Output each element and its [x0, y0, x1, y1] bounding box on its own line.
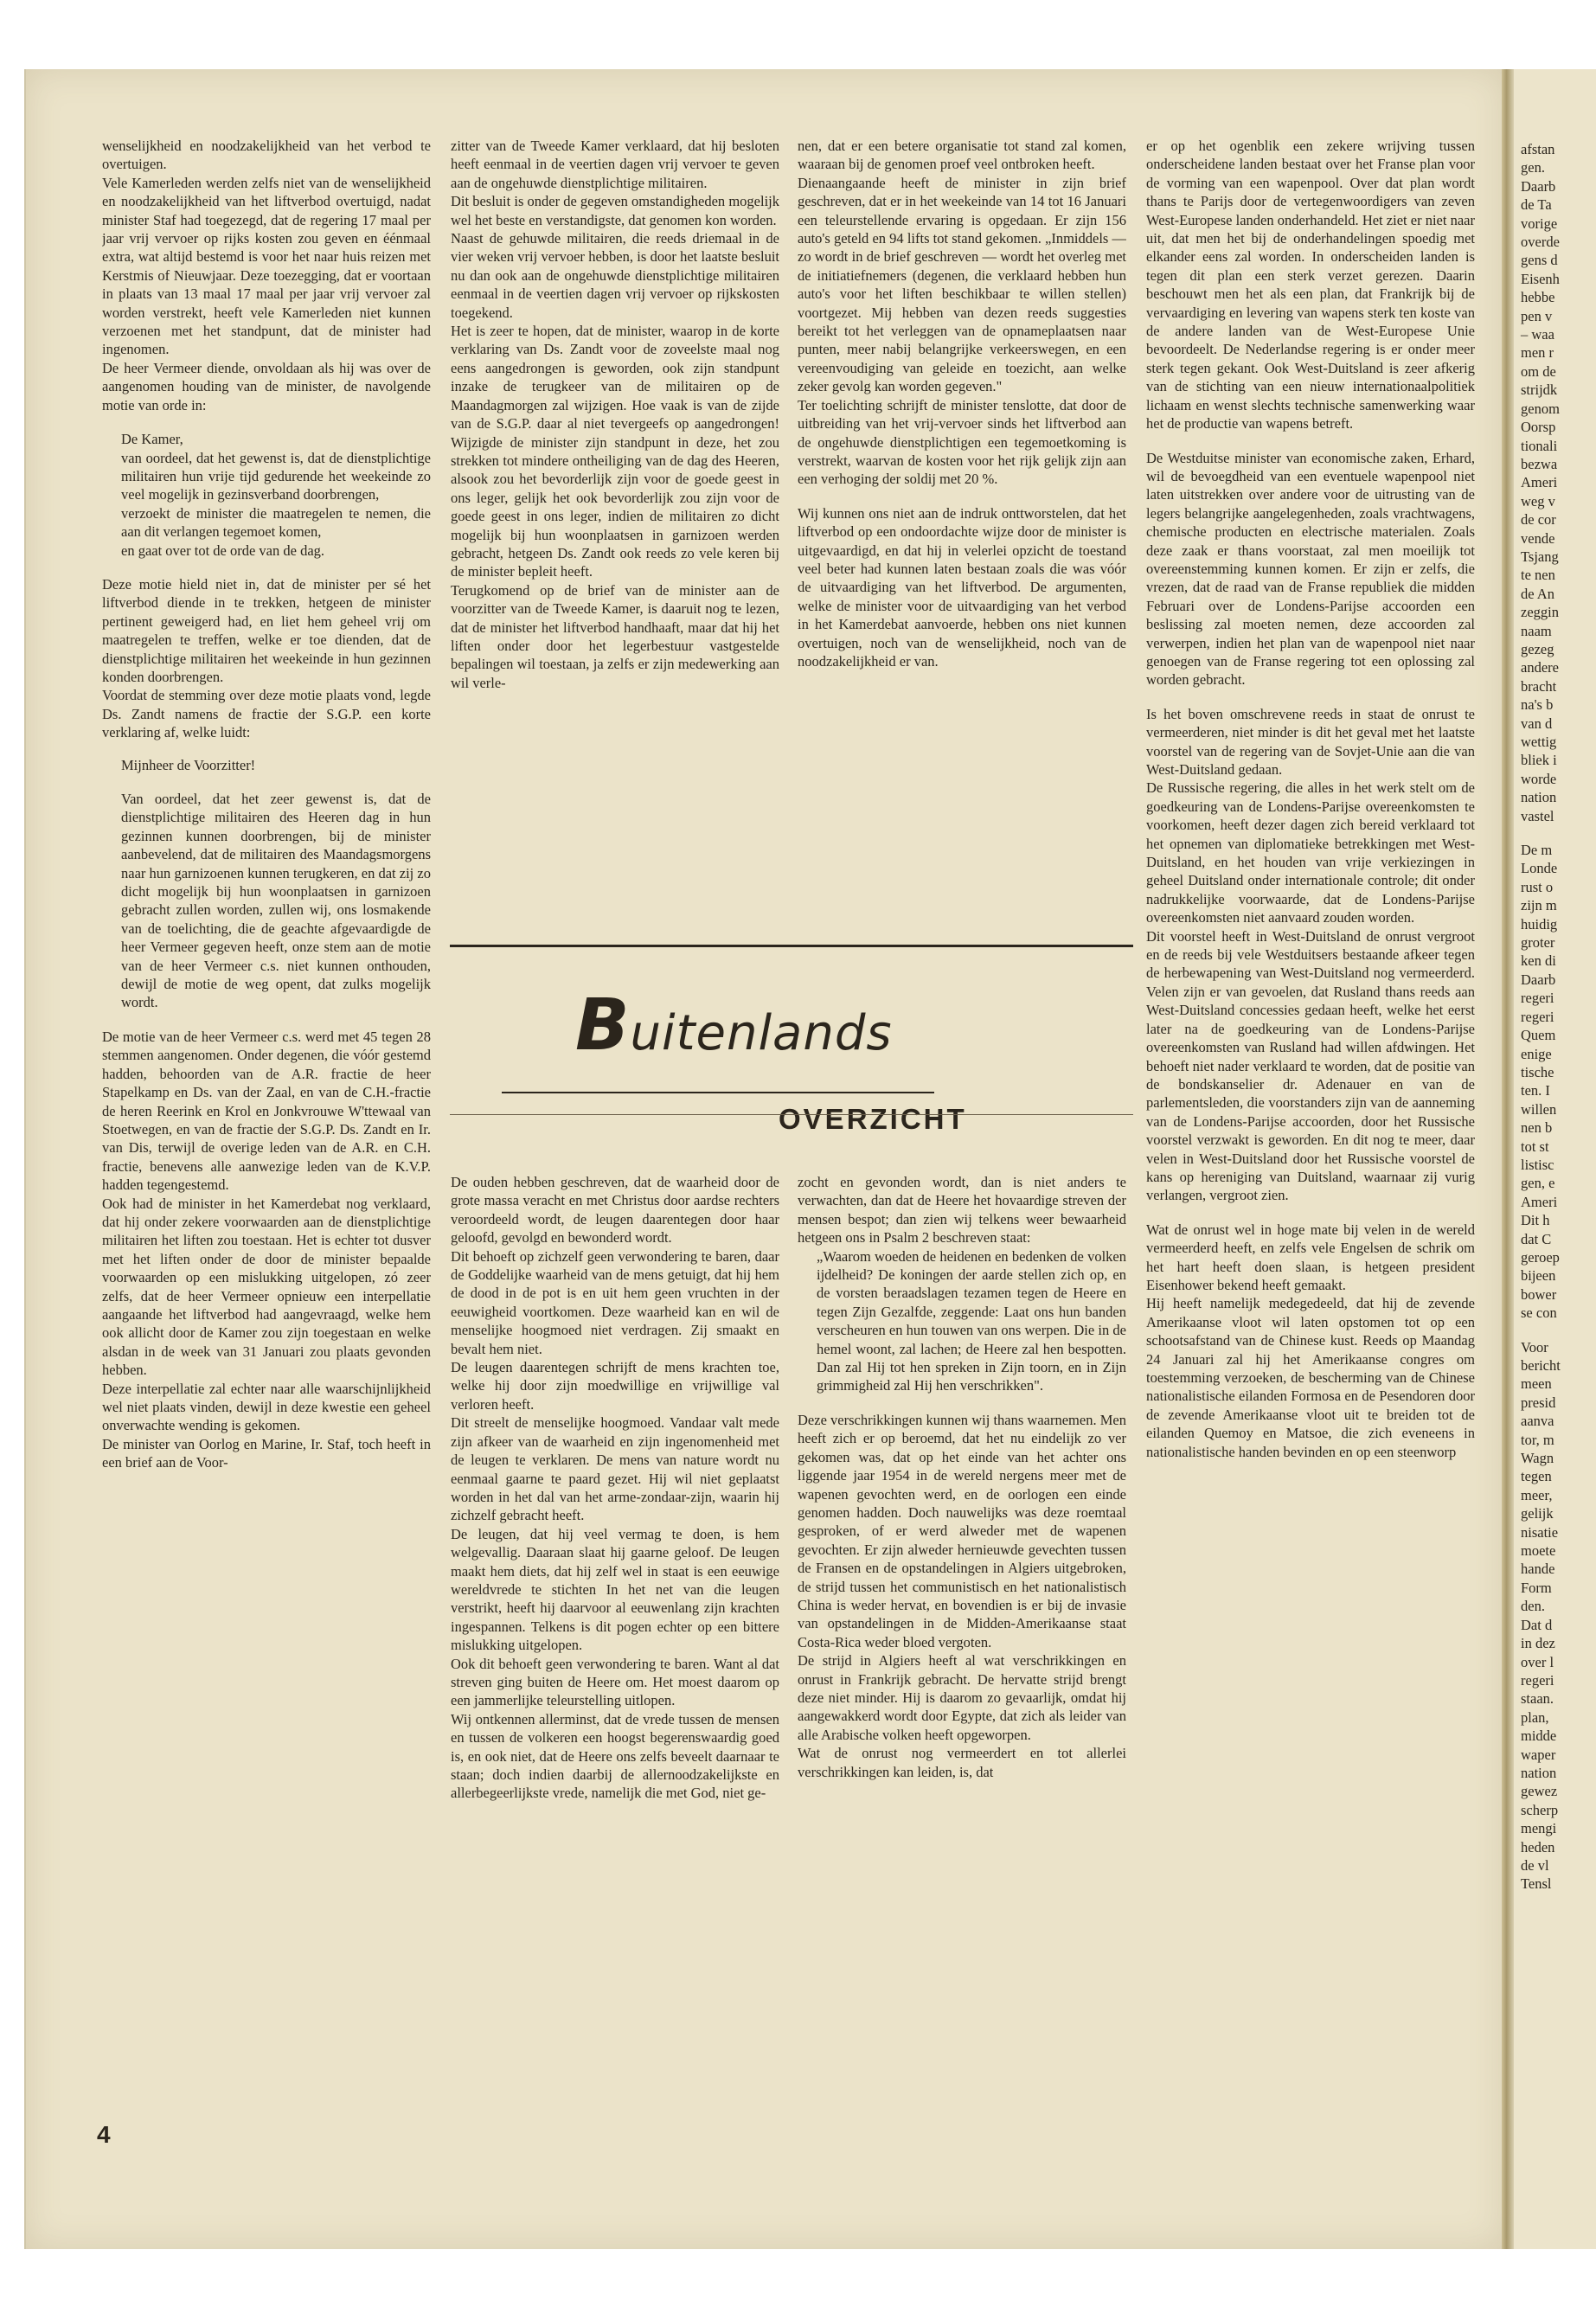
next-page-fragment: heden — [1521, 1838, 1555, 1856]
section-title — [575, 984, 893, 1067]
next-page-fragment: nen b — [1521, 1119, 1553, 1137]
section-title-rest: uitenlands — [630, 1005, 893, 1061]
col4-paragraph: Is het boven omschrevene reeds in staat de onrust te vermeerderen, niet minder is dit het geval met het laatste voorstel van de regering van de Sovjet-Unie aan die van West-Duitsland gedaan. — [1146, 705, 1475, 778]
next-page-fragment: hebbe — [1521, 289, 1555, 306]
next-page-fragment: over l — [1521, 1653, 1554, 1670]
col2-paragraph: Dit besluit is onder de gegeven omstandigheden mogelijk wel het beste en verstandigste, dat genomen kon worden. — [451, 193, 779, 228]
next-page-fragment: gezeg — [1521, 640, 1554, 657]
next-page-fragment: De m — [1521, 842, 1553, 859]
col2-paragraph: Naast de gehuwde militairen, die reeds driemaal in de vier weken vrij vervoer hebben, is door het laatste besluit nu dan ook aan de ongehuwde dienstplichtige militairen eenmaal in de veertien dagen vrij vervoer op rijkskosten toegekend. — [451, 230, 779, 321]
next-page-fragment: bezwa — [1521, 455, 1558, 472]
next-page-fragment: plan, — [1521, 1708, 1549, 1726]
next-page-fragment: bower — [1521, 1285, 1557, 1303]
col3-paragraph: Dienaangaande heeft de minister in zijn brief geschreven, dat er in het weekeinde van 14 tot 16 Januari een teleurstellende ervaring is opgedaan. Er zijn 156 auto's geteld en 94 lifts tot stand gekomen. „Inmiddels —zo wordt in de brief geschreven — wordt het overleg met de initiatiefnemers (degenen, die verklaard hebben hun auto's voor het liften beschikbaar te willen stellen) voortgezet. Mij hebben van dezen reeds suggesties bereikt tot het verleggen van de opnameplaatsen naar punten, meer nabij belangrijke verkeerswegen, en een vereenvoudiging van geleide en toezicht, aan welke zeker gevolg kan worden gegeven." — [798, 174, 1126, 395]
next-page-fragment: weg v — [1521, 492, 1555, 510]
page-fold — [1502, 69, 1514, 2249]
next-page-fragment: Dat d — [1521, 1616, 1553, 1633]
next-page-fragment: regeri — [1521, 1671, 1554, 1689]
next-page-fragment: afstan — [1521, 141, 1555, 157]
next-page-fragment: Form — [1521, 1579, 1552, 1596]
next-page-edge — [1514, 69, 1596, 2249]
next-page-fragment: vende — [1521, 529, 1555, 547]
next-page-fragment: pen v — [1521, 307, 1553, 324]
next-page-fragment: worde — [1521, 770, 1557, 787]
next-page-fragment: staan. — [1521, 1690, 1554, 1708]
next-page-fragment: meen — [1521, 1375, 1552, 1393]
next-page-fragment: tot st — [1521, 1138, 1549, 1155]
col1-paragraph: Voordat de stemming over deze motie plaats vond, legde Ds. Zandt namens de fractie der S.G.P. een korte verklaring af, welke luidt: — [102, 687, 431, 741]
next-page-fragment: de Ta — [1521, 196, 1552, 214]
col6-paragraph: Wat de onrust nog vermeerdert en tot allerlei verschrikkingen kan leiden, is, dat — [798, 1745, 1126, 1780]
next-page-fragment: Eisenh — [1521, 270, 1560, 287]
next-page-fragment: moete — [1521, 1542, 1556, 1560]
page-number: 4 — [97, 2121, 111, 2148]
col3-paragraph: Ter toelichting schrijft de minister tenslotte, dat door de uitbreiding van het vrij-vervoer sinds het liftverbod aan de ongehuwde dienstplichtigen een tegemoetkoming is verstrekt, waarvan de kosten voor het rijk gelijk zijn aan een verhoging der soldij met 20 %. — [798, 396, 1126, 488]
col3-paragraph: Wij kunnen ons niet aan de indruk onttworstelen, dat het liftverbod op een ondoordachte wijze door de minister is uitgevaardigd, en dat hij in velerlei opzicht de toestand veel beter had kunnen laten bestaan zoals die was vóór de uitvaardiging van het liftverbod. De argumenten, welke de minister voor de uitvaardiging van het verbod in het Kamerdebat aanvoerde, hebben ons niet kunnen overtuigen, noch van de wenselijkheid, noch van de noodzakelijkheid er van. — [798, 504, 1126, 670]
col1-paragraph: De Kamer, — [121, 431, 183, 448]
next-page-fragment: Daarb — [1521, 971, 1556, 988]
next-page-fragment: huidig — [1521, 915, 1558, 933]
next-page-fragment: vorige — [1521, 215, 1558, 232]
section-rule-top — [450, 945, 1133, 947]
next-page-fragment: Quem — [1521, 1027, 1556, 1044]
next-page-fragment: tegen — [1521, 1468, 1552, 1485]
next-page-fragment: bijeen — [1521, 1267, 1556, 1285]
next-page-fragment: hande — [1521, 1561, 1555, 1578]
col5-paragraph: De leugen, dat hij veel vermag te doen, is hem welgevallig. Daaraan slaat hij gaarne geloof. De leugen maakt hem diets, dat hij zelf wel in staat is een eeuwige wereldvrede te stichten In het net van die leugen verstrikt, heeft hij daarvoor al eeuwenlang zijn krachten ingespannen. Telkens is dit pogen echter op een bittere mislukking uitgelopen. — [451, 1525, 779, 1654]
col5-paragraph: De leugen daarentegen schrijft de mens krachten toe, welke hij door zijn moedwillige en vrijwillige val verloren heeft. — [451, 1359, 779, 1413]
next-page-fragment: Ameri — [1521, 474, 1558, 491]
next-page-fragment: nation — [1521, 789, 1557, 806]
next-page-fragment: listisc — [1521, 1156, 1554, 1173]
section-subtitle: OVERZICHT — [779, 1103, 967, 1135]
col1-paragraph: Deze motie hield niet in, dat de minister per sé het liftverbod diende in te trekken, hetgeen de minister pertinent geweigerd had, en liet hem geheel vrij om maatregelen te treffen, welke er toe dienden, dat de dienstplichtige militairen het weekeinde in hun gezinnen konden doorbrengen. — [102, 575, 431, 685]
col6-paragraph: „Waarom woeden de heidenen en bedenken de volken ijdelheid? De koningen der aarde stellen zich op, en de vorsten beraadslagen tezamen tegen de Heere en tegen Zijn Gezalfde, zeggende: Laat ons hun banden verscheuren en hun touwen van ons werpen. Die in de hemel woont, zal lachen; de Heere zal hen bespotten. Dan zal Hij tot hen spreken in Zijn toorn, en in Zijn grimmigheid zal Hij hen verschrikken". — [817, 1247, 1126, 1394]
col1-paragraph: Mijnheer de Voorzitter! — [121, 756, 256, 773]
next-page-fragment: gen, e — [1521, 1175, 1555, 1192]
next-page-fragment: gens d — [1521, 252, 1558, 269]
next-page-fragment: te nen — [1521, 567, 1555, 584]
next-page-fragment: ken di — [1521, 952, 1556, 970]
next-page-fragment: presid — [1521, 1394, 1556, 1411]
section-title-initial: B — [575, 984, 631, 1067]
col3-paragraph: nen, dat er een betere organisatie tot stand zal komen, waaraan bij de genomen proef veel ontbroken heeft. — [798, 138, 1126, 173]
col1-paragraph: Deze interpellatie zal echter naar alle waarschijnlijkheid wel niet plaats vinden, dewijl in deze kwestie een geheel onverwachte wending is gekomen. — [102, 1380, 431, 1434]
next-page-fragment: scherp — [1521, 1801, 1559, 1818]
next-page-fragment: bericht — [1521, 1357, 1561, 1374]
next-page-fragment: Tsjang — [1521, 548, 1559, 565]
next-page-fragment: midde — [1521, 1727, 1557, 1745]
col1-paragraph: verzoekt de minister die maatregelen te nemen, die aan dit verlangen tegemoet komen, — [121, 504, 431, 541]
col4-paragraph: er op het ogenblik een zekere wrijving tussen onderscheidene landen bestaat over het Franse plan voor de vorming van een wapenpool. Over dat plan wordt thans te Parijs door de vertegenwoordigers van zeven West-Europese landen onderhandeld. Het ziet er niet naar uit, dat men het bij de onderhandelingen spoedig met elkander eens zal worden. In onderscheiden landen is tegen dit plan een sterk verzet gerezen. Daarin beschouwt men het als een plan, dat Frankrijk bij de vervaardiging en levering van wapens sterk ten koste van de andere landen van de West-Europese Unie bevoordeelt. De Nederlandse regering is er onder meer sterk tegen gekant. Ook West-Duitsland is zeer afkerig van de stichting van een nieuw internationaalpolitiek lichaam en wenst slechts technische samenwerking waar het de productie van wapens betreft. — [1146, 138, 1475, 433]
column-1 — [102, 137, 431, 2126]
col4-paragraph: Wat de onrust wel in hoge mate bij velen in de wereld vermeerderd heeft, en zelfs vele Engelsen de schrik om het hart heeft doen slaan, is hetgeen president Eisenhower bekend heeft gemaakt. — [1146, 1221, 1475, 1293]
next-page-text — [1521, 140, 1596, 1894]
next-page-fragment: – waa — [1521, 326, 1554, 343]
column-4 — [1146, 137, 1475, 2187]
col5-paragraph: Dit streelt de menselijke hoogmoed. Vandaar valt mede zijn afkeer van de waarheid en zijn ingenomenheid met de leugen te verklaren. De mens van nature wordt nu eenmaal gaarne te paard gezet. Hij wil niet geplaatst worden in het dal van het arme-zondaar-zijn, waarin hij zichzelf gebracht heeft. — [451, 1414, 779, 1524]
col1-paragraph: De minister van Oorlog en Marine, Ir. Staf, toch heeft in een brief aan de Voor- — [102, 1435, 431, 1471]
next-page-fragment: mengi — [1521, 1820, 1557, 1837]
next-page-fragment: in dez — [1521, 1635, 1555, 1652]
next-page-fragment: de vl — [1521, 1856, 1549, 1874]
next-page-fragment: den. — [1521, 1598, 1545, 1615]
next-page-fragment: nation — [1521, 1764, 1557, 1781]
col1-paragraph: De motie van de heer Vermeer c.s. werd met 45 tegen 28 stemmen aangenomen. Onder degenen, die vóór gestemd hadden, behoorden van de A.R. fractie de heer Stapelkamp en Ds. van der Zaal, en van de C.H.-fractie de heren Reerink en Krol en Jonkvrouwe W'ttewaal van Stoetwegen, en van de fractie der S.G.P. Ds. Zandt en Ir. van Dis, terwijl de overige leden van de A.R. en C.H. fractie, benevens alle aanwezige leden van de K.V.P. hadden tegengestemd. — [102, 1028, 431, 1194]
col5-paragraph: Ook dit behoeft geen verwondering te baren. Want al dat streven ging buiten de Heere om. Het moest daarom op een jammerlijke teleurstelling uitlopen. — [451, 1655, 779, 1709]
col6-paragraph: zocht en gevonden wordt, dan is niet anders te verwachten, dan dat de Heere het hovaardige streven der mensen bespot; dan zien wij telkens weer bewaarheid hetgeen ons in Psalm 2 beschreven staat: — [798, 1174, 1126, 1247]
next-page-fragment: tor, m — [1521, 1431, 1554, 1448]
next-page-fragment: andere — [1521, 659, 1559, 676]
next-page-fragment: tionali — [1521, 437, 1558, 454]
col1-paragraph: van oordeel, dat het gewenst is, dat de dienstplichtige militairen hun vrije tijd gedurende het weekeinde zo veel mogelijk in gezinsverband doorbrengen, — [121, 449, 431, 503]
next-page-fragment: gewez — [1521, 1783, 1558, 1800]
next-page-fragment: geroep — [1521, 1248, 1560, 1266]
col4-paragraph: Dit voorstel heeft in West-Duitsland de onrust vergroot en de reeds bij vele Westduitsers bestaande afkeer tegen de herbewapening van West-Duitsland nog vermeerderd. Velen zijn er van gevoelen, dat Rusland thans reeds aan West-Duitsland concessies gedaan heeft, welke het eerst later na de goedkeuring van de Londens-Parijse overeenkomsten van Rusland had willen afdwingen. Het behoeft niet nader verklaard te worden, dat de positie van de bondskanselier dr. Adenauer en van de parlementsleden, die voorstanders zijn van de aanneming van de Londens-Parijse accoorden, door het Russische voorstel verzwakt is geworden. En dit nog te meer, daar velen in West-Duitsland door het Russische voorstel de kans op hereniging van Duitsland, waarnaar zij vurig verlangen, vergroot zien. — [1146, 927, 1475, 1204]
next-page-fragment: regeri — [1521, 990, 1554, 1007]
next-page-fragment: bracht — [1521, 677, 1557, 695]
next-page-fragment: Dit h — [1521, 1212, 1550, 1229]
section-rule-bottom — [450, 1114, 1133, 1115]
next-page-fragment: naam — [1521, 622, 1552, 639]
col2-paragraph: Terugkomend op de brief van de minister aan de voorzitter van de Tweede Kamer, is daaruit nog te lezen, dat de minister het liftverbod handhaaft, maar dat hij het liften onder door het legerbestuur vastgestelde bepalingen wil toestaan, ja zelfs er zijn medewerking aan wil verle- — [451, 581, 779, 691]
next-page-fragment: strijdk — [1521, 381, 1558, 399]
col4-paragraph: De Russische regering, die alles in het werk stelt om de goedkeuring van de Londens-Parijse overeenkomsten te voorkomen, heeft dezer dagen zich bereid verklaard tot het opnemen van diplomatieke betrekkingen met West-Duitsland, en het houden van vrije verkiezingen in geheel Duitsland onder internationale controle; dit onder nadrukkelijke voorwaarde, dat de Londens-Parijse overeenkomsten niet aanvaard zouden worden. — [1146, 779, 1475, 926]
next-page-fragment: zijn m — [1521, 897, 1557, 914]
next-page-fragment: Daarb — [1521, 177, 1556, 195]
col6-paragraph: Deze verschrikkingen kunnen wij thans waarnemen. Men heeft zich er op beroemd, dat het nu eindelijk zo ver gekomen was, dat op het einde van het achter ons liggende jaar 1954 in de wereld nergens meer met de wapenen gevochten werd, en de oorlogen een einde genomen hadden. Doch nauwelijks was deze roemtaal gesproken, of er werd alweder met de wapenen gevochten. Er zijn alweder hernieuwde gevechten tussen de Fransen en de opstandelingen in Algiers uitgebroken, de strijd tussen het communistisch en het nationalistisch China is weder hervat, en bovendien is er bij de invasie van opstandelingen in de Midden-Amerikaanse staat Costa-Rica weder bloed vergoten. — [798, 1411, 1126, 1650]
col4-paragraph: De Westduitse minister van economische zaken, Erhard, wil de bevoegdheid van een eventuele wapenpool niet laten uitstrekken over andere voor de uitrusting van de legers belangrijke aangelegenheden, zoals vrachtwagens, chemische producten en electrische materialen. Zoals deze zaak er thans voorstaat, zal men moeilijk tot overeenstemming kunnen komen. Er zijn er zelfs, die vrezen, dat de raad van de Franse republiek die midden Februari over de Londens-Parijse accoorden een beslissing zal moeten nemen, deze accoorden zal verwerpen, indien het plan van de wapenpool niet naar genoegen van de Franse regering tot een oplossing zal worden gebracht. — [1146, 449, 1475, 689]
next-page-fragment: Oorsp — [1521, 419, 1556, 436]
next-page-fragment: Voor — [1521, 1338, 1548, 1356]
col1-paragraph: wenselijkheid en noodzakelijkheid van het verbod te overtuigen. — [102, 138, 431, 173]
next-page-fragment: waper — [1521, 1746, 1556, 1763]
next-page-fragment: de cor — [1521, 511, 1556, 529]
next-page-fragment: van d — [1521, 715, 1553, 732]
next-page-fragment: men r — [1521, 344, 1554, 362]
col1-paragraph: Ook had de minister in het Kamerdebat nog verklaard, dat hij onder zekere voorwaarden aan de dienstplichtige militairen het liften zou toestaan. Het is echter tot dusver met het liften onder de door de minister bepaalde voorwaarden op een mislukking uitgelopen, zó zeer zelfs, dat de heer Vermeer opnieuw een interpellatie aangaande het liftverbod had aangevraagd, welke hem ook allicht door de Kamer zou zijn toegestaan en welke alsdan in de week van 31 Januari zou plaats gevonden hebben. — [102, 1195, 431, 1379]
col2-paragraph: zitter van de Tweede Kamer verklaard, dat hij besloten heeft eenmaal in de veertien dagen vrij vervoer te geven aan de ongehuwde dienstplichtige militairen. — [451, 138, 779, 191]
next-page-fragment: aanva — [1521, 1413, 1554, 1430]
next-page-fragment: ten. I — [1521, 1082, 1550, 1099]
next-page-fragment: overde — [1521, 234, 1560, 251]
col5-paragraph: De ouden hebben geschreven, dat de waarheid door de grote massa veracht en met Christus door aardse rechters veroordeeld wordt, de leugen daarentegen door haar geloofd, gevolgd en bewonderd wordt. — [451, 1174, 779, 1247]
next-page-fragment: Ameri — [1521, 1193, 1558, 1210]
col2-paragraph: Het is zeer te hopen, dat de minister, waarop in de korte verklaring van Ds. Zandt voor de zoveelste maal nog eens aangedrongen is geworden, ook zijn standpunt inzake de terugkeer van de militairen op de Maandagmorgen zal wijzigen. Hoe vaak is van de zijde van de S.G.P. daar al niet tevergeefs op aangedrongen! Wijzigde de minister zijn standpunt in deze, het zou strekken tot mindere ontheiliging van de dag des Heeren, alsook zou het bevorderlijk zijn voor de goede geest in ons leger, gelijk het ook bevorderlijk zou zijn voor de goede geest in ons leger, indien de militairen zo dicht mogelijk bij hun woonplaatsen in garnizoen werden gebracht, hetgeen Ds. Zandt ook reeds zo vele keren bij de minister bepleit heeft. — [451, 323, 779, 580]
next-page-fragment: meer, — [1521, 1486, 1553, 1503]
next-page-fragment: de An — [1521, 585, 1554, 602]
next-page-fragment: genom — [1521, 400, 1560, 417]
next-page-fragment: wettig — [1521, 734, 1557, 750]
next-page-fragment: bliek i — [1521, 752, 1557, 769]
next-page-fragment: rust o — [1521, 878, 1554, 895]
col1-paragraph: Van oordeel, dat het zeer gewenst is, dat de dienstplichtige militairen des Heeren dag in hun gezinnen kunnen doorbrengen, bij de minister aanbevelend, dat de militairen des Maandagsmorgens naar hun garnizoenen kunnen terugkeren, en dat zij zo dicht mogelijk bij hun woonplaatsen in garnizoen gebracht zullen worden, zullen wij, ons losmakende van de toelichting, die de geachte afgevaardigde de heer Vermeer gegeven heeft, onze stem aan de motie van de heer Vermeer c.s. niet kunnen onthouden, dewijl de motie de weg opent, dat zulks mogelijk wordt. — [121, 791, 431, 1011]
col1-paragraph: De heer Vermeer diende, onvoldaan als hij was over de aangenomen houding van de minister, de navolgende motie van orde in: — [102, 359, 431, 413]
next-page-fragment: gen. — [1521, 159, 1545, 176]
next-page-fragment: Wagn — [1521, 1450, 1554, 1467]
next-page-fragment: nisatie — [1521, 1523, 1559, 1541]
col6-paragraph: De strijd in Algiers heeft al wat verschrikkingen en onrust in Frankrijk gebracht. De hervatte strijd brengt deze niet minder. Hij is daarom zo gevaarlijk, omdat hij aangewakkerd wordt door Egypte, dat zich als leider van alle Arabische volken heeft opgeworpen. — [798, 1652, 1126, 1743]
next-page-fragment: zeggin — [1521, 604, 1559, 621]
next-page-fragment: Londe — [1521, 860, 1558, 877]
next-page-fragment: dat C — [1521, 1230, 1552, 1247]
next-page-fragment: regeri — [1521, 1008, 1554, 1025]
next-page-fragment: Tensl — [1521, 1875, 1552, 1893]
column-6 — [798, 1173, 1126, 2150]
column-5 — [451, 1173, 779, 2150]
next-page-fragment: se con — [1521, 1304, 1557, 1322]
next-page-fragment: om de — [1521, 362, 1556, 380]
col5-paragraph: Wij ontkennen allerminst, dat de vrede tussen de mensen en tussen de volkeren een hoogst begerenswaardig goed is, en ook niet, dat de Heere ons zelfs beveelt daarnaar te staan; doch indien daarbij de allernoodzakelijkste en allerbegeerlijkste vrede, namelijk die met God, niet ge- — [451, 1710, 779, 1802]
next-page-fragment: enige — [1521, 1045, 1552, 1062]
col1-paragraph: Vele Kamerleden werden zelfs niet van de wenselijkheid en noodzakelijkheid van het liftverbod overtuigd, nadat minister Staf had toegezegd, dat de regering 17 maal per jaar vrij vervoer op rijks kosten zou geven en éénmaal extra, wat altijd bestemd is voor het naar huis reizen met Kerstmis of Nieuwjaar. Deze toezegging, dat er voortaan in plaats van 13 maal 17 maal per jaar vrij vervoer zal worden verstrekt, heeft vele Kamerleden niet kunnen verzoenen met het standpunt, dat de minister had ingenomen. — [102, 174, 431, 358]
column-3 — [798, 137, 1126, 933]
col1-paragraph: en gaat over tot de orde van de dag. — [121, 542, 325, 559]
next-page-fragment: vastel — [1521, 807, 1554, 824]
col5-paragraph: Dit behoeft op zichzelf geen verwondering te baren, daar de Goddelijke waarheid van de mens getuigt, dat hij hem de dood in de pot is en uit hem geen vruchten in der eeuwigheid voortkomen. Deze waarheid kan en wil de menselijke hoogmoed niet verdragen. Zij smaakt en bevalt hem niet. — [451, 1247, 779, 1357]
section-title-underline — [502, 1092, 934, 1093]
col4-paragraph: Hij heeft namelijk medegedeeld, dat hij de zevende Amerikaanse vloot wil laten opstomen tot op een schootsafstand van de Chinese kust. Reeds op Maandag 24 Januari zal hij het Amerikaanse congres om toestemming verzoeken, de bescherming van de Chinese nationalistische eilanden Formosa en de Pesendoren door de zevende Amerikaanse vloot uit te breiden tot de eilanden Quemoy en Matsoe, die zich eveneens in nationalistische handen bevinden en op een steenworp — [1146, 1295, 1475, 1460]
next-page-fragment: gelijk — [1521, 1505, 1554, 1522]
next-page-fragment: groter — [1521, 934, 1555, 952]
column-2 — [451, 137, 779, 933]
next-page-fragment: tische — [1521, 1063, 1554, 1080]
next-page-fragment: na's b — [1521, 696, 1554, 714]
next-page-fragment: willen — [1521, 1100, 1557, 1118]
